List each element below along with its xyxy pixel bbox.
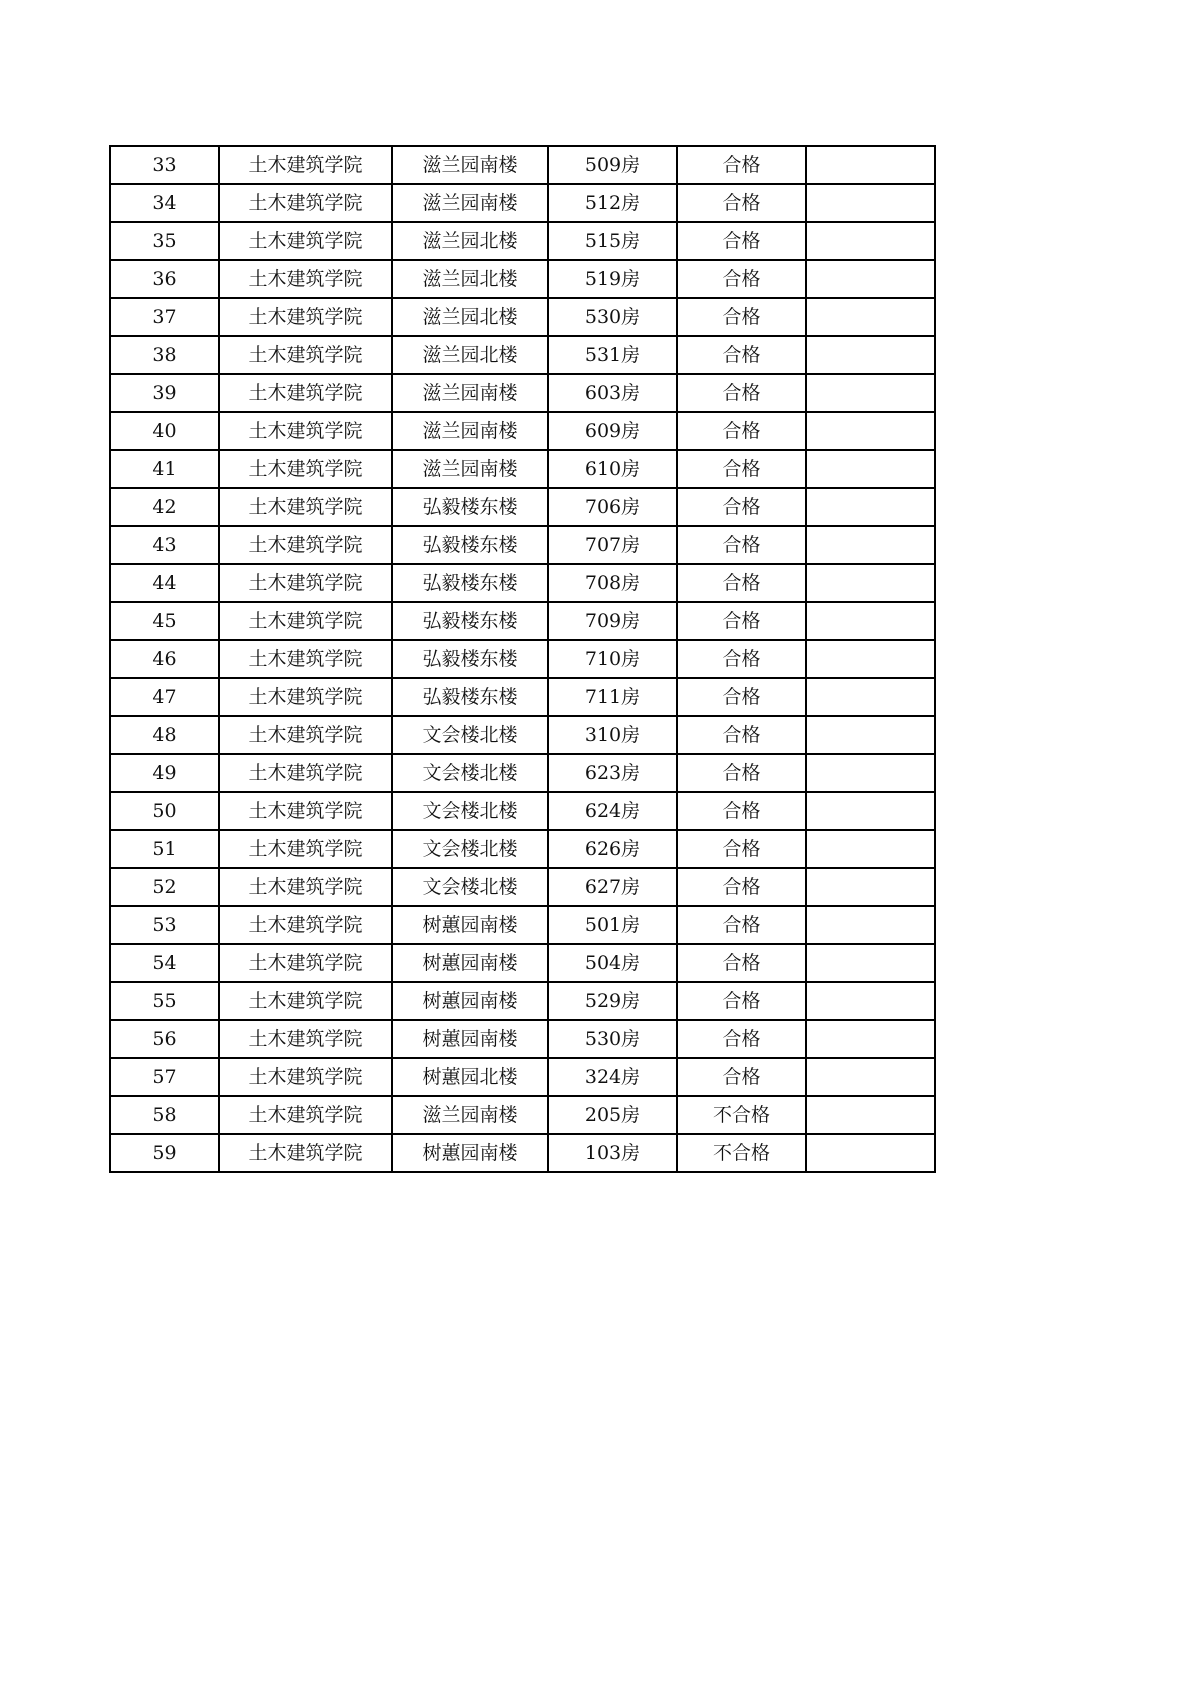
result-cell: 合格 <box>677 450 806 488</box>
building-cell: 弘毅楼东楼 <box>392 526 548 564</box>
room-cell: 531房 <box>548 336 677 374</box>
result-cell: 合格 <box>677 564 806 602</box>
row-number-cell: 48 <box>110 716 219 754</box>
building-cell: 滋兰园北楼 <box>392 222 548 260</box>
remark-cell <box>806 336 935 374</box>
remark-cell <box>806 374 935 412</box>
remark-cell <box>806 564 935 602</box>
row-number-cell: 41 <box>110 450 219 488</box>
table-row <box>110 184 935 222</box>
result-cell: 合格 <box>677 640 806 678</box>
table-row <box>110 640 935 678</box>
table-row <box>110 222 935 260</box>
result-cell: 合格 <box>677 260 806 298</box>
table-row <box>110 146 935 184</box>
building-cell: 滋兰园北楼 <box>392 260 548 298</box>
room-cell: 623房 <box>548 754 677 792</box>
table-row <box>110 488 935 526</box>
result-cell: 合格 <box>677 146 806 184</box>
table-row <box>110 564 935 602</box>
building-cell: 文会楼北楼 <box>392 754 548 792</box>
room-cell: 324房 <box>548 1058 677 1096</box>
remark-cell <box>806 412 935 450</box>
building-cell: 树蕙园北楼 <box>392 1058 548 1096</box>
table-row <box>110 754 935 792</box>
building-cell: 滋兰园南楼 <box>392 184 548 222</box>
room-cell: 504房 <box>548 944 677 982</box>
table-row <box>110 906 935 944</box>
remark-cell <box>806 1134 935 1172</box>
table-row <box>110 374 935 412</box>
room-cell: 515房 <box>548 222 677 260</box>
room-cell: 530房 <box>548 1020 677 1058</box>
result-cell: 合格 <box>677 716 806 754</box>
college-cell: 土木建筑学院 <box>219 488 392 526</box>
row-number-cell: 33 <box>110 146 219 184</box>
room-cell: 627房 <box>548 868 677 906</box>
table-row <box>110 1020 935 1058</box>
remark-cell <box>806 146 935 184</box>
row-number-cell: 35 <box>110 222 219 260</box>
row-number-cell: 49 <box>110 754 219 792</box>
row-number-cell: 46 <box>110 640 219 678</box>
table-row <box>110 1058 935 1096</box>
result-cell: 合格 <box>677 944 806 982</box>
building-cell: 树蕙园南楼 <box>392 1134 548 1172</box>
result-cell: 合格 <box>677 374 806 412</box>
result-cell: 合格 <box>677 602 806 640</box>
table-row <box>110 336 935 374</box>
room-cell: 529房 <box>548 982 677 1020</box>
building-cell: 文会楼北楼 <box>392 868 548 906</box>
college-cell: 土木建筑学院 <box>219 944 392 982</box>
remark-cell <box>806 488 935 526</box>
college-cell: 土木建筑学院 <box>219 260 392 298</box>
college-cell: 土木建筑学院 <box>219 754 392 792</box>
room-cell: 710房 <box>548 640 677 678</box>
remark-cell <box>806 450 935 488</box>
row-number-cell: 42 <box>110 488 219 526</box>
result-cell: 合格 <box>677 678 806 716</box>
table-row <box>110 412 935 450</box>
table-row <box>110 602 935 640</box>
room-cell: 501房 <box>548 906 677 944</box>
table-row <box>110 830 935 868</box>
room-cell: 610房 <box>548 450 677 488</box>
college-cell: 土木建筑学院 <box>219 564 392 602</box>
row-number-cell: 59 <box>110 1134 219 1172</box>
college-cell: 土木建筑学院 <box>219 982 392 1020</box>
building-cell: 滋兰园南楼 <box>392 374 548 412</box>
college-cell: 土木建筑学院 <box>219 222 392 260</box>
room-cell: 708房 <box>548 564 677 602</box>
remark-cell <box>806 1058 935 1096</box>
row-number-cell: 54 <box>110 944 219 982</box>
row-number-cell: 52 <box>110 868 219 906</box>
college-cell: 土木建筑学院 <box>219 830 392 868</box>
building-cell: 树蕙园南楼 <box>392 906 548 944</box>
row-number-cell: 51 <box>110 830 219 868</box>
table-row <box>110 1134 935 1172</box>
result-cell: 合格 <box>677 1020 806 1058</box>
row-number-cell: 43 <box>110 526 219 564</box>
row-number-cell: 55 <box>110 982 219 1020</box>
college-cell: 土木建筑学院 <box>219 640 392 678</box>
table-body <box>110 146 935 1172</box>
table-row <box>110 678 935 716</box>
row-number-cell: 38 <box>110 336 219 374</box>
result-cell: 合格 <box>677 298 806 336</box>
remark-cell <box>806 222 935 260</box>
building-cell: 文会楼北楼 <box>392 716 548 754</box>
college-cell: 土木建筑学院 <box>219 678 392 716</box>
room-cell: 103房 <box>548 1134 677 1172</box>
building-cell: 文会楼北楼 <box>392 792 548 830</box>
result-cell: 合格 <box>677 982 806 1020</box>
remark-cell <box>806 640 935 678</box>
table-row <box>110 944 935 982</box>
row-number-cell: 47 <box>110 678 219 716</box>
row-number-cell: 37 <box>110 298 219 336</box>
remark-cell <box>806 982 935 1020</box>
building-cell: 弘毅楼东楼 <box>392 488 548 526</box>
room-cell: 205房 <box>548 1096 677 1134</box>
row-number-cell: 57 <box>110 1058 219 1096</box>
college-cell: 土木建筑学院 <box>219 146 392 184</box>
result-cell: 合格 <box>677 412 806 450</box>
room-cell: 603房 <box>548 374 677 412</box>
remark-cell <box>806 1096 935 1134</box>
college-cell: 土木建筑学院 <box>219 1134 392 1172</box>
college-cell: 土木建筑学院 <box>219 526 392 564</box>
college-cell: 土木建筑学院 <box>219 906 392 944</box>
room-cell: 624房 <box>548 792 677 830</box>
result-cell: 不合格 <box>677 1096 806 1134</box>
remark-cell <box>806 792 935 830</box>
room-cell: 310房 <box>548 716 677 754</box>
college-cell: 土木建筑学院 <box>219 716 392 754</box>
table-row <box>110 298 935 336</box>
row-number-cell: 58 <box>110 1096 219 1134</box>
college-cell: 土木建筑学院 <box>219 412 392 450</box>
building-cell: 滋兰园南楼 <box>392 450 548 488</box>
building-cell: 树蕙园南楼 <box>392 1020 548 1058</box>
table-row <box>110 868 935 906</box>
inspection-table-container <box>109 145 936 1173</box>
college-cell: 土木建筑学院 <box>219 298 392 336</box>
room-cell: 530房 <box>548 298 677 336</box>
row-number-cell: 36 <box>110 260 219 298</box>
dorm-inspection-table <box>109 145 936 1173</box>
room-cell: 509房 <box>548 146 677 184</box>
row-number-cell: 44 <box>110 564 219 602</box>
building-cell: 弘毅楼东楼 <box>392 564 548 602</box>
result-cell: 合格 <box>677 830 806 868</box>
college-cell: 土木建筑学院 <box>219 868 392 906</box>
room-cell: 711房 <box>548 678 677 716</box>
result-cell: 合格 <box>677 184 806 222</box>
table-row <box>110 526 935 564</box>
college-cell: 土木建筑学院 <box>219 184 392 222</box>
result-cell: 合格 <box>677 906 806 944</box>
table-row <box>110 260 935 298</box>
result-cell: 合格 <box>677 792 806 830</box>
row-number-cell: 40 <box>110 412 219 450</box>
room-cell: 709房 <box>548 602 677 640</box>
row-number-cell: 39 <box>110 374 219 412</box>
room-cell: 707房 <box>548 526 677 564</box>
room-cell: 519房 <box>548 260 677 298</box>
remark-cell <box>806 184 935 222</box>
row-number-cell: 45 <box>110 602 219 640</box>
row-number-cell: 50 <box>110 792 219 830</box>
row-number-cell: 53 <box>110 906 219 944</box>
table-row <box>110 716 935 754</box>
result-cell: 不合格 <box>677 1134 806 1172</box>
building-cell: 滋兰园南楼 <box>392 412 548 450</box>
building-cell: 滋兰园北楼 <box>392 336 548 374</box>
remark-cell <box>806 526 935 564</box>
remark-cell <box>806 260 935 298</box>
remark-cell <box>806 678 935 716</box>
college-cell: 土木建筑学院 <box>219 374 392 412</box>
table-row <box>110 982 935 1020</box>
room-cell: 512房 <box>548 184 677 222</box>
remark-cell <box>806 868 935 906</box>
result-cell: 合格 <box>677 526 806 564</box>
college-cell: 土木建筑学院 <box>219 450 392 488</box>
result-cell: 合格 <box>677 222 806 260</box>
remark-cell <box>806 906 935 944</box>
remark-cell <box>806 1020 935 1058</box>
remark-cell <box>806 298 935 336</box>
room-cell: 706房 <box>548 488 677 526</box>
row-number-cell: 34 <box>110 184 219 222</box>
college-cell: 土木建筑学院 <box>219 1058 392 1096</box>
building-cell: 弘毅楼东楼 <box>392 678 548 716</box>
room-cell: 609房 <box>548 412 677 450</box>
result-cell: 合格 <box>677 488 806 526</box>
table-row <box>110 792 935 830</box>
result-cell: 合格 <box>677 868 806 906</box>
college-cell: 土木建筑学院 <box>219 336 392 374</box>
table-row <box>110 450 935 488</box>
college-cell: 土木建筑学院 <box>219 1096 392 1134</box>
result-cell: 合格 <box>677 754 806 792</box>
building-cell: 滋兰园南楼 <box>392 1096 548 1134</box>
remark-cell <box>806 716 935 754</box>
building-cell: 弘毅楼东楼 <box>392 602 548 640</box>
building-cell: 树蕙园南楼 <box>392 982 548 1020</box>
remark-cell <box>806 754 935 792</box>
building-cell: 树蕙园南楼 <box>392 944 548 982</box>
college-cell: 土木建筑学院 <box>219 602 392 640</box>
college-cell: 土木建筑学院 <box>219 792 392 830</box>
remark-cell <box>806 830 935 868</box>
table-row <box>110 1096 935 1134</box>
row-number-cell: 56 <box>110 1020 219 1058</box>
remark-cell <box>806 944 935 982</box>
building-cell: 滋兰园南楼 <box>392 146 548 184</box>
building-cell: 弘毅楼东楼 <box>392 640 548 678</box>
result-cell: 合格 <box>677 336 806 374</box>
building-cell: 文会楼北楼 <box>392 830 548 868</box>
remark-cell <box>806 602 935 640</box>
result-cell: 合格 <box>677 1058 806 1096</box>
college-cell: 土木建筑学院 <box>219 1020 392 1058</box>
room-cell: 626房 <box>548 830 677 868</box>
building-cell: 滋兰园北楼 <box>392 298 548 336</box>
